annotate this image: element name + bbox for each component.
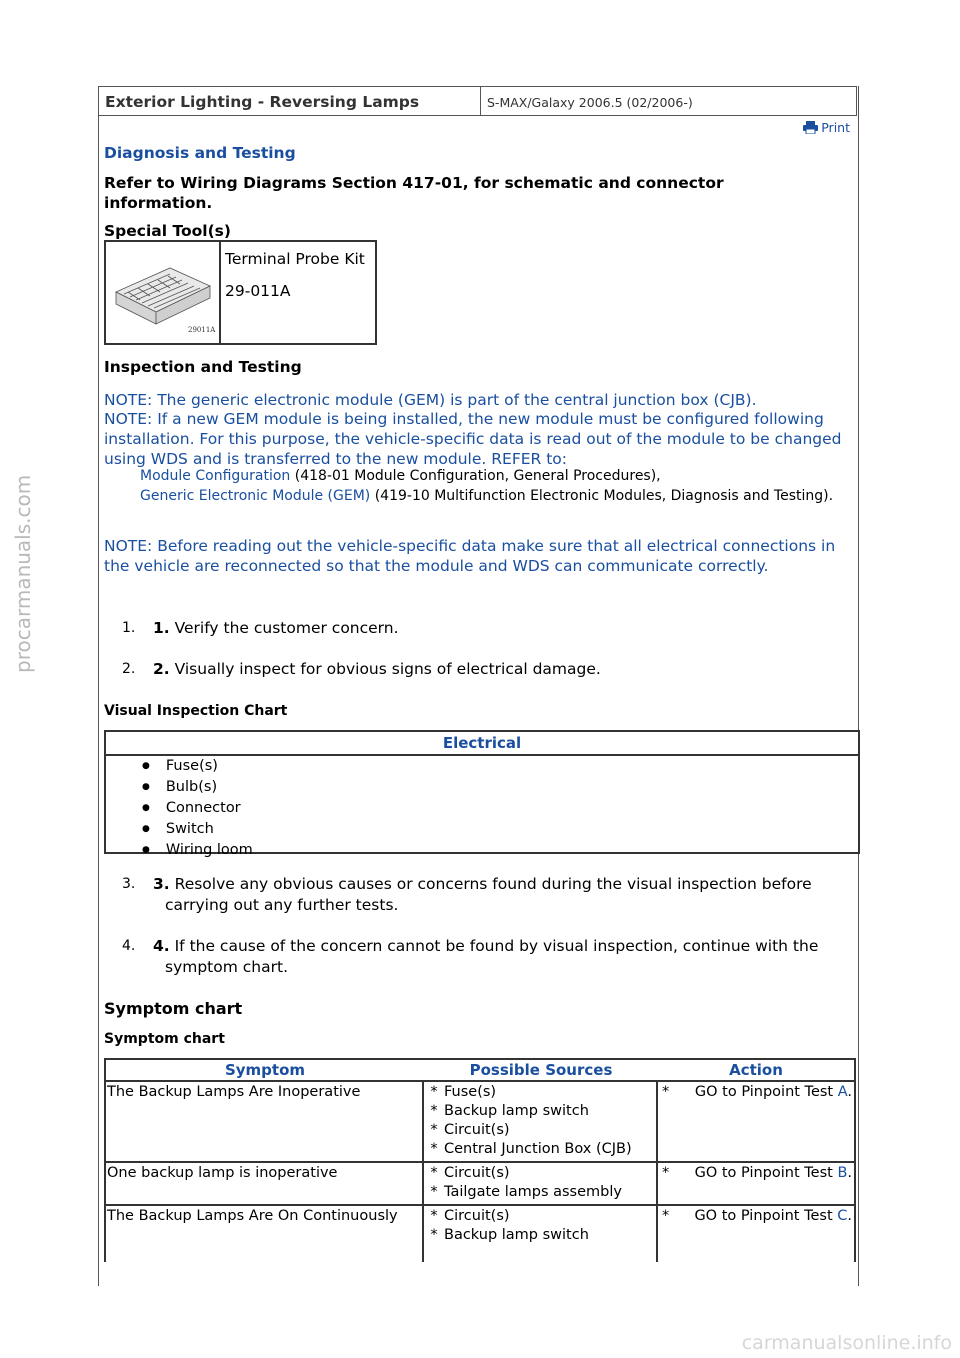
step-text: Verify the customer concern. [169,619,399,637]
electrical-items [106,757,858,862]
symptom-heading: Symptom chart [104,999,243,1018]
table-row [104,1163,856,1206]
visual-chart-title: Visual Inspection Chart [104,703,288,719]
action-cell: * GO to Pinpoint Test A. [662,1084,852,1100]
print-label: Print [821,120,850,135]
list-item: ● Switch [158,820,858,841]
pinpoint-test-a-link[interactable]: A [837,1084,848,1100]
module-configuration-link[interactable]: Module Configuration [140,468,291,484]
step-text: Resolve any obvious causes or concerns found during the visual inspection before [169,875,812,893]
symptom-subheading: Symptom chart [104,1031,225,1047]
column-header: Symptom [224,1061,306,1079]
ref1-detail: (418-01 Module Configuration, General Procedures), [290,468,661,484]
page-title: Exterior Lighting - Reversing Lamps [105,93,420,111]
tool-name: Terminal Probe Kit [225,250,365,268]
table-row [104,1206,856,1262]
column-header: Possible Sources [469,1061,613,1079]
special-tool-table [104,240,377,345]
sources-cell: * Circuit(s) * Backup lamp switch [424,1206,658,1262]
list-item: ● Wiring loom [158,841,858,862]
symptom-cell: One backup lamp is inoperative [106,1163,424,1204]
sources-cell: * Circuit(s) * Tailgate lamps assembly [424,1163,658,1204]
step-text: Visually inspect for obvious signs of electrical damage. [169,660,601,678]
tool-number: 29-011A [225,282,291,300]
pinpoint-test-c-link[interactable]: C [837,1208,848,1224]
footer-watermark: carmanualsonline.info [741,1332,952,1354]
action-cell: * GO to Pinpoint Test B. [662,1165,852,1181]
step-number: 1. [122,620,136,636]
side-watermark: procarmanuals.com [11,474,35,673]
list-item: ● Connector [158,799,858,820]
sources-cell: * Fuse(s) * Backup lamp switch * Circuit(s) * Central Junction Box (CJB) [424,1082,658,1161]
action-cell: * GO to Pinpoint Test C. [662,1208,852,1224]
note-gem: NOTE: The generic electronic module (GEM) is part of the central junction box (CJB). [104,391,757,409]
print-button[interactable] [803,120,850,135]
tool-divider [219,242,221,343]
printer-icon [803,121,818,134]
note-new-module: NOTE: If a new GEM module is being installed, the new module must be configured following installation. For this purpose, the vehicle-specific data is read out of the module to be changed using WDS and is transferred to the new module. REFER to: [104,410,842,468]
inspection-heading: Inspection and Testing [104,358,302,376]
symptom-cell: The Backup Lamps Are Inoperative [106,1082,424,1161]
page-header [98,86,857,116]
column-header: Action [729,1061,783,1079]
visual-inspection-table [104,730,860,858]
symptom-cell: The Backup Lamps Are On Continuously [106,1206,424,1262]
symptom-table-header [104,1058,856,1082]
special-tools-heading: Special Tool(s) [104,222,231,240]
note-before-reading: NOTE: Before reading out the vehicle-specific data make sure that all electrical connections in the vehicle are reconnected so that the module and WDS can communicate correctly. [104,537,836,575]
symptom-table [104,1058,856,1262]
list-item: ● Fuse(s) [158,757,858,778]
table-row [104,1082,856,1163]
wiring-reference: Refer to Wiring Diagrams Section 417-01, for schematic and connector information. [104,174,724,212]
section-heading: Diagnosis and Testing [104,144,296,162]
step-text: If the cause of the concern cannot be found by visual inspection, continue with the [169,937,819,955]
terminal-probe-kit-image [110,256,218,340]
vehicle-model: S-MAX/Galaxy 2006.5 (02/2006-) [487,95,693,110]
step-number: 2. [122,661,136,677]
step-number: 4. [122,938,136,954]
gem-link[interactable]: Generic Electronic Module (GEM) [140,488,371,504]
visual-table-header: Electrical [106,732,858,756]
header-divider [480,87,481,115]
step-number: 3. [122,876,136,892]
list-item: ● Bulb(s) [158,778,858,799]
reference-list [104,466,852,506]
svg-text:29011A: 29011A [188,326,216,334]
ref2-detail: (419-10 Multifunction Electronic Modules, Diagnosis and Testing). [370,488,834,504]
pinpoint-test-b-link[interactable]: B [837,1165,848,1181]
